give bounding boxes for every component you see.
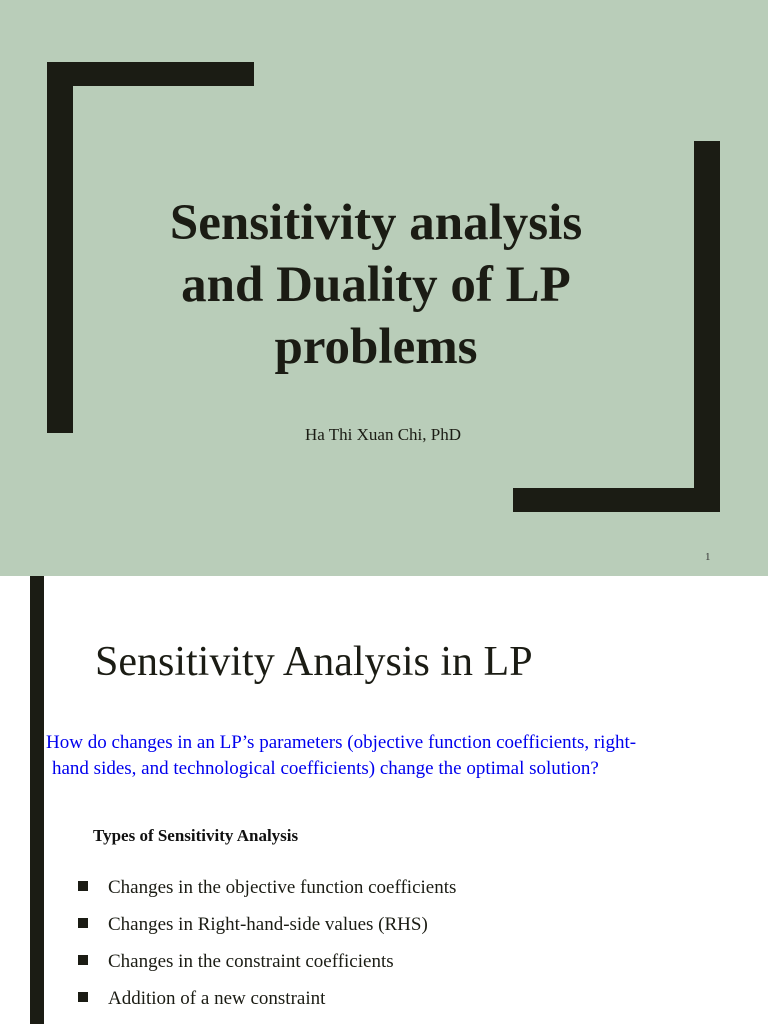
section-heading: Types of Sensitivity Analysis bbox=[93, 826, 299, 845]
list-item-text: Changes in the constraint coefficients bbox=[108, 951, 394, 972]
square-bullet-icon bbox=[78, 881, 88, 891]
list-item bbox=[78, 912, 456, 949]
slide-title bbox=[0, 192, 752, 378]
slide-title: Sensitivity Analysis in LP bbox=[95, 639, 533, 685]
title-line: problems bbox=[274, 319, 478, 375]
list-item bbox=[78, 875, 456, 912]
question-line: hand sides, and technological coefficients) change the optimal solution? bbox=[52, 758, 599, 779]
title-line: and Duality of LP bbox=[181, 257, 571, 313]
author-name: Ha Thi Xuan Chi, PhD bbox=[305, 425, 461, 444]
question-line: How do changes in an LP’s parameters (objective function coefficients, right- bbox=[46, 732, 637, 753]
square-bullet-icon bbox=[78, 918, 88, 928]
left-accent-bar bbox=[30, 576, 44, 1024]
square-bullet-icon bbox=[78, 992, 88, 1002]
list-item-text: Addition of a new constraint bbox=[108, 988, 326, 1009]
top-left-bracket-horizontal bbox=[47, 62, 254, 86]
bottom-right-bracket-horizontal bbox=[513, 488, 720, 512]
slide-number: 1 bbox=[705, 551, 711, 563]
list-item-text: Changes in the objective function coefficients bbox=[108, 877, 457, 898]
list-item bbox=[78, 986, 456, 1023]
list-item bbox=[78, 949, 456, 986]
list-item-text: Changes in Right-hand-side values (RHS) bbox=[108, 914, 428, 935]
square-bullet-icon bbox=[78, 955, 88, 965]
title-line: Sensitivity analysis bbox=[169, 195, 583, 251]
content-slide bbox=[0, 576, 768, 1024]
bullet-list bbox=[78, 875, 456, 1023]
question-text bbox=[46, 730, 746, 782]
